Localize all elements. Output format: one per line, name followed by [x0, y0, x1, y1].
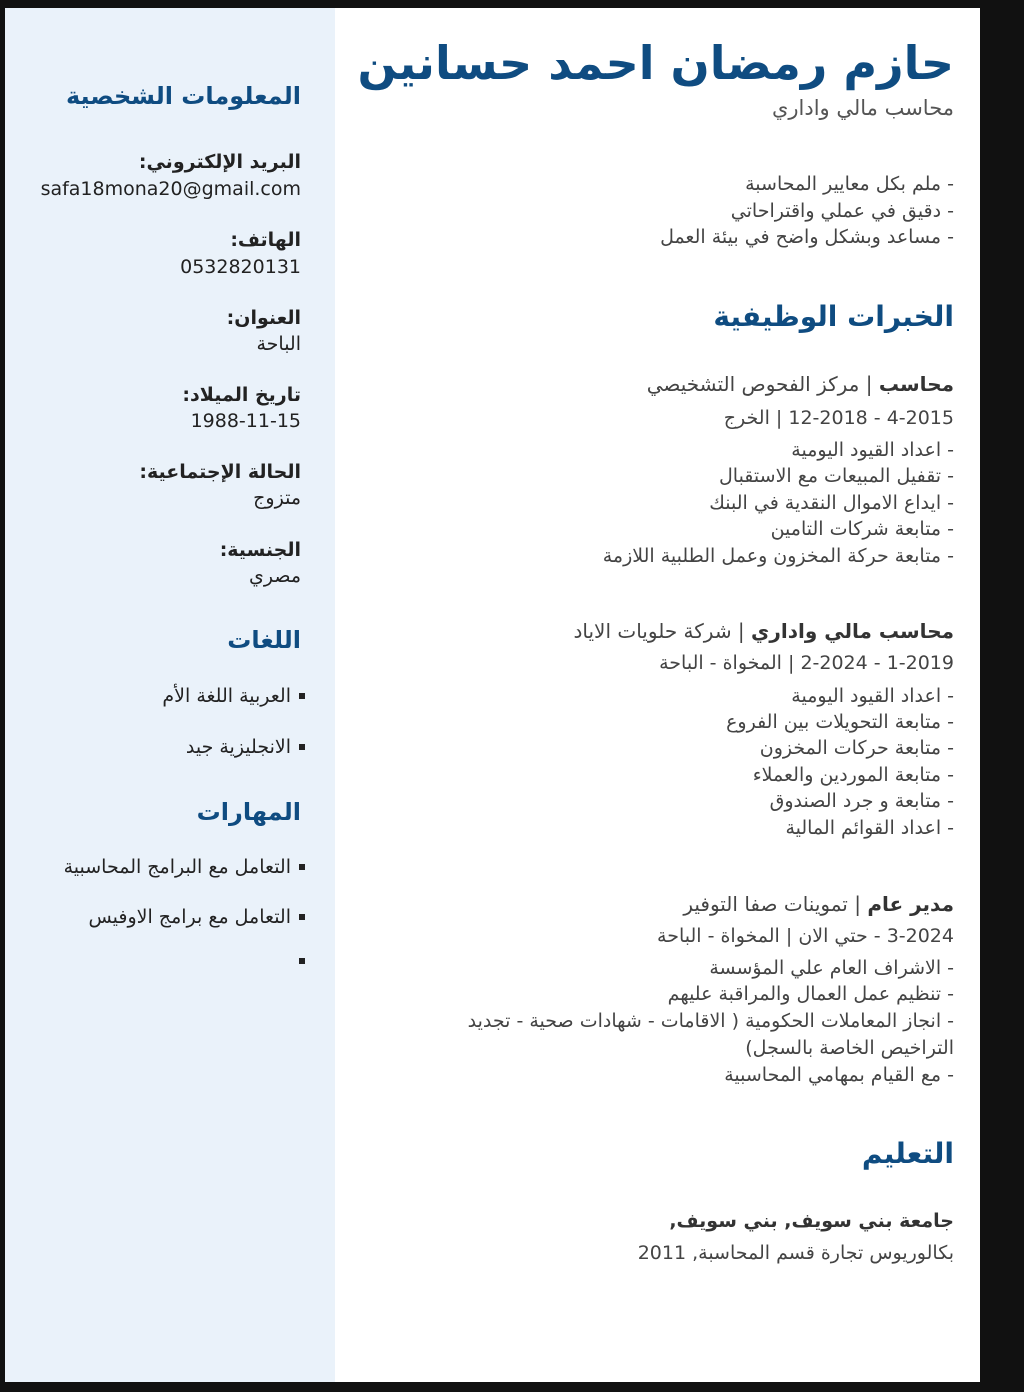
job-header: [573, 619, 954, 643]
skill-item: [64, 856, 305, 878]
job-meta: 3-2024 - حتي الان | المخواة - الباحة: [657, 925, 954, 947]
job-task: - اعداد القيود اليومية: [791, 439, 954, 461]
job-task: - متابعة الموردين والعملاء: [752, 764, 954, 786]
job-company: | مركز الفحوص التشخيصي: [646, 372, 879, 396]
education-school: جامعة بني سويف, بني سويف,: [669, 1210, 954, 1232]
languages-heading: اللغات: [227, 626, 301, 654]
job-task: - متابعة و جرد الصندوق: [769, 790, 954, 812]
job-task: التراخيص الخاصة بالسجل): [745, 1037, 954, 1059]
job-role: محاسب مالي واداري: [751, 619, 954, 643]
birthdate-label: تاريخ الميلاد:: [182, 384, 301, 406]
job-task: - ايداع الاموال النقدية في البنك: [709, 492, 954, 514]
experience-heading: الخبرات الوظيفية: [713, 300, 954, 333]
skill-item: [291, 958, 305, 964]
job-task: - الاشراف العام علي المؤسسة: [709, 957, 954, 979]
language-text: الانجليزية جيد: [185, 736, 291, 758]
summary-line: - مساعد وبشكل واضح في بيئة العمل: [660, 226, 954, 248]
job-task: - انجاز المعاملات الحكومية ( الاقامات - شهادات صحية - تجديد: [467, 1010, 954, 1032]
job-company: | شركة حلويات الاياد: [573, 619, 752, 643]
nationality-label: الجنسية:: [219, 539, 301, 561]
bullet-icon: [299, 864, 305, 870]
email-value: safa18mona20@gmail.com: [40, 178, 301, 200]
resume-page: [5, 8, 980, 1382]
sidebar: [5, 8, 335, 1382]
email-label: البريد الإلكتروني:: [138, 151, 301, 173]
bullet-icon: [299, 693, 305, 699]
summary-line: - ملم بكل معايير المحاسبة: [745, 173, 954, 195]
language-text: العربية اللغة الأم: [162, 685, 291, 707]
nationality-value: مصري: [248, 565, 301, 587]
phone-value: 0532820131: [180, 256, 301, 278]
job-task: - اعداد القيود اليومية: [791, 685, 954, 707]
education-heading: التعليم: [861, 1137, 954, 1170]
bullet-icon: [299, 744, 305, 750]
job-role: محاسب: [878, 372, 954, 396]
skill-item: [88, 906, 305, 928]
address-label: العنوان:: [226, 307, 301, 329]
skills-heading: المهارات: [196, 798, 301, 826]
candidate-name: حازم رمضان احمد حسانين: [357, 36, 954, 90]
job-task: - متابعة التحويلات بين الفروع: [726, 711, 954, 733]
bullet-icon: [299, 958, 305, 964]
job-task: - تنظيم عمل العمال والمراقبة عليهم: [667, 983, 954, 1005]
job-task: - تقفيل المبيعات مع الاستقبال: [718, 465, 954, 487]
job-task: - متابعة حركة المخزون وعمل الطلبية اللازمة: [602, 545, 954, 567]
personal-info-heading: المعلومات الشخصية: [65, 82, 301, 110]
job-title: محاسب مالي واداري: [771, 96, 954, 120]
language-item: [186, 736, 305, 758]
address-value: الباحة: [256, 333, 301, 355]
bullet-icon: [299, 914, 305, 920]
job-task: - متابعة شركات التامين: [770, 518, 954, 540]
job-meta: 1-2019 - 2-2024 | المخواة - الباحة: [659, 652, 954, 674]
summary-line: - دقيق في عملي واقتراحاتي: [730, 200, 954, 222]
job-task: - متابعة حركات المخزون: [759, 737, 954, 759]
job-header: [683, 892, 954, 916]
marital-status-label: الحالة الإجتماعية:: [139, 461, 301, 483]
skill-text: التعامل مع برامج الاوفيس: [88, 906, 291, 928]
education-degree: بكالوريوس تجارة قسم المحاسبة, 2011: [637, 1242, 954, 1264]
main-content: [335, 8, 980, 1382]
job-role: مدير عام: [867, 892, 954, 916]
job-meta: 4-2015 - 12-2018 | الخرج: [723, 407, 954, 429]
job-task: - مع القيام بمهامي المحاسبية: [724, 1064, 954, 1086]
skill-text: التعامل مع البرامج المحاسبية: [63, 856, 291, 878]
job-company: | تموينات صفا التوفير: [683, 892, 868, 916]
job-header: [647, 372, 954, 396]
language-item: [162, 685, 305, 707]
phone-label: الهاتف:: [230, 229, 301, 251]
marital-status-value: متزوج: [253, 487, 301, 509]
job-task: - اعداد القوائم المالية: [785, 817, 954, 839]
birthdate-value: 1988-11-15: [190, 410, 301, 432]
